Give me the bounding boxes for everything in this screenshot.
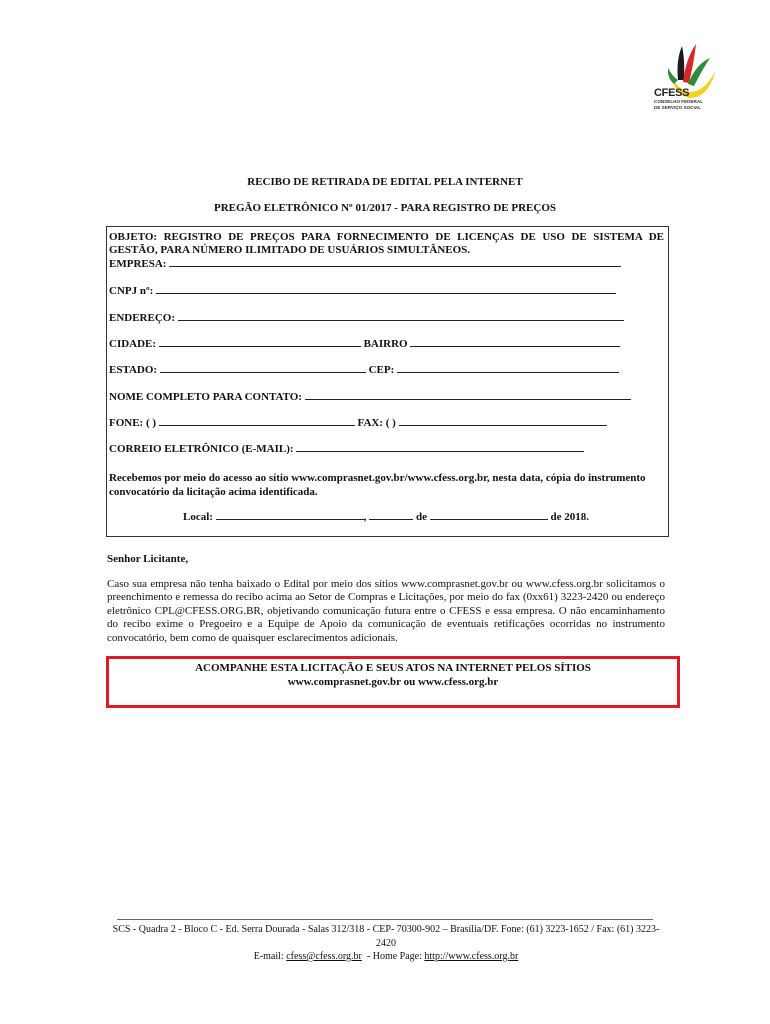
receipt-statement: Recebemos por meio do acesso ao sítio www.comprasnet.gov.br/www.cfess.org.br, nesta data, cópia do instrumento convocatório da licitação acima identificada. [109, 472, 646, 498]
cidade-row [109, 337, 620, 350]
cidade-field[interactable] [159, 337, 361, 347]
email-row [109, 442, 584, 455]
local-date-row [183, 510, 589, 523]
footer [106, 923, 666, 964]
local-comma: , [363, 511, 367, 523]
fone-row [109, 416, 607, 429]
fax-label: FAX: ( ) [357, 417, 396, 429]
footer-contact [106, 950, 666, 964]
empresa-label: EMPRESA: [109, 258, 167, 270]
empresa-row [109, 257, 621, 270]
objeto-text: OBJETO: REGISTRO DE PREÇOS PARA FORNECIMENTO DE LICENÇAS DE USO DE SISTEMA DE GESTÃO, PARA NÚMERO ILIMITADO DE USUÁRIOS SIMULTÂNEOS. [109, 231, 664, 256]
estado-label: ESTADO: [109, 364, 158, 376]
internet-notice-box [106, 656, 680, 708]
document-title: RECIBO DE RETIRADA DE EDITAL PELA INTERNET [247, 176, 523, 188]
logo-name: CFESS [654, 87, 690, 99]
contato-label: NOME COMPLETO PARA CONTATO: [109, 391, 303, 403]
cep-field[interactable] [397, 363, 619, 373]
notice-line-1: ACOMPANHE ESTA LICITAÇÃO E SEUS ATOS NA INTERNET PELOS SÍTIOS [195, 662, 591, 674]
footer-email-label: E-mail: [253, 951, 284, 962]
letter-body: Caso sua empresa não tenha baixado o Edital por meio dos sítios www.comprasnet.gov.br ou www.cfess.org.br solicitamos o preenchimento e remessa do recibo acima ao Setor de Compras e Licitações, por meio do fax (0xx61) 3223-2420 ou endereço eletrônico CPL@CFESS.ORG.BR, objetivando comunicação futura entre o CFESS e essa empresa. O não encaminhamento do recibo exime o Pregoeiro e a Equipe de Apoio da comunicação de eventuais retificações ocorridas no instrumento convocatório, bem como de quaisquer esclarecimentos adicionais. [107, 578, 665, 644]
year-label: de 2018. [550, 511, 589, 523]
fax-field[interactable] [399, 416, 607, 426]
estado-row [109, 363, 619, 376]
footer-divider [117, 919, 653, 920]
endereco-label: ENDEREÇO: [109, 312, 176, 324]
cnpj-label: CNPJ nº: [109, 285, 154, 297]
local-field[interactable] [216, 510, 364, 520]
endereco-row [109, 311, 624, 324]
footer-address: SCS - Quadra 2 - Bloco C - Ed. Serra Dourada - Salas 312/318 - CEP- 70300-902 – Brasília/DF. Fone: (61) 3223-1652 / Fax: (61) 3223-2420 [112, 924, 660, 949]
footer-email-link[interactable]: cfess@cfess.org.br [286, 951, 362, 962]
bairro-field[interactable] [410, 337, 620, 347]
footer-home-link[interactable]: http://www.cfess.org.br [424, 951, 519, 962]
month-field[interactable] [430, 510, 548, 520]
de-label: de [415, 511, 427, 523]
fone-field[interactable] [159, 416, 355, 426]
cep-label: CEP: [368, 364, 395, 376]
cfess-logo-text [654, 88, 706, 110]
local-label: Local: [183, 511, 213, 523]
email-field[interactable] [296, 442, 584, 452]
letter-greeting: Senhor Licitante, [107, 553, 189, 565]
receipt-form [106, 226, 669, 537]
estado-field[interactable] [160, 363, 366, 373]
logo-subtitle: CONSELHO FEDERAL DE SERVIÇO SOCIAL [654, 99, 703, 110]
email-label: CORREIO ELETRÔNICO (E-MAIL): [109, 443, 294, 455]
empresa-field[interactable] [169, 257, 621, 267]
footer-home-label: - Home Page: [366, 951, 422, 962]
cidade-label: CIDADE: [109, 338, 157, 350]
cnpj-field[interactable] [156, 284, 616, 294]
endereco-field[interactable] [178, 311, 624, 321]
contato-row [109, 390, 631, 403]
day-field[interactable] [369, 510, 413, 520]
notice-line-2: www.comprasnet.gov.br ou www.cfess.org.br [287, 676, 499, 688]
fone-label: FONE: ( ) [109, 417, 157, 429]
contato-field[interactable] [305, 390, 631, 400]
cnpj-row [109, 284, 616, 297]
document-subtitle: PREGÃO ELETRÔNICO Nº 01/2017 - PARA REGISTRO DE PREÇOS [213, 202, 557, 214]
bairro-label: BAIRRO [363, 338, 408, 350]
